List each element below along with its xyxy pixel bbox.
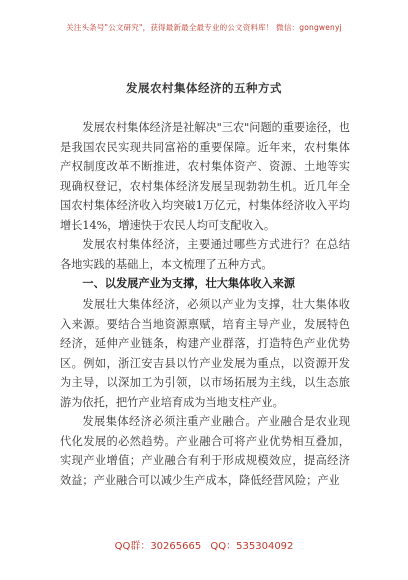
- footer-contact: [0, 537, 408, 552]
- document-title: 发展农村集体经济的五种方式: [126, 81, 282, 95]
- document-body: [60, 118, 350, 490]
- intro-paragraph: 发展农村集体经济是社解决"三农"问题的重要途径，也是我国农民实现共同富裕的重要保障。近年来，农村集体产权制度改革不断推进，农村集体资产、资源、土地等实现确权登记，农村集体经济发展呈现勃勃生机。近几年全国农村集体经济收入均突破1万亿元，村集体经济收入平均增长14%，增速快于农民人均可支配收入。: [60, 121, 350, 232]
- section-heading: 一、以发展产业为支撑，壮大集体收入来源: [82, 277, 295, 290]
- section-paragraph: 发展集体经济必须注重产业融合。产业融合是农业现代化发展的必然趋势。产业融合可将产业优势相互叠加，实现产业增值；产业融合有利于形成规模效应，提高经济效益；产业融合可以减少生产成本，降低经营风险；产业: [60, 415, 350, 487]
- overview-paragraph: 发展农村集体经济，主要通过哪些方式进行？在总结各地实践的基础上，本文梳理了五种方式。: [60, 238, 350, 271]
- qq-contact-text: QQ：535304092: [210, 541, 294, 552]
- header-banner: 关注头条号"公文研究"，获得最新最全最专业的公文资料库！ 微信：gongwenyj: [66, 23, 342, 32]
- section-paragraph: 发展壮大集体经济，必须以产业为支撑，壮大集体收入来源。要结合当地资源禀赋，培育主导产业，发展特色经济，延伸产业链条，构建产业群落，打造特色产业优势区。例如，浙江安吉县以竹产业发展为重点，以资源开发为主导，以深加工为引领，以市场拓展为主线，以生态旅游为依托，把竹产业培育成为当地支柱产业。: [60, 298, 350, 409]
- qq-group-text: QQ群：30265665: [114, 541, 202, 552]
